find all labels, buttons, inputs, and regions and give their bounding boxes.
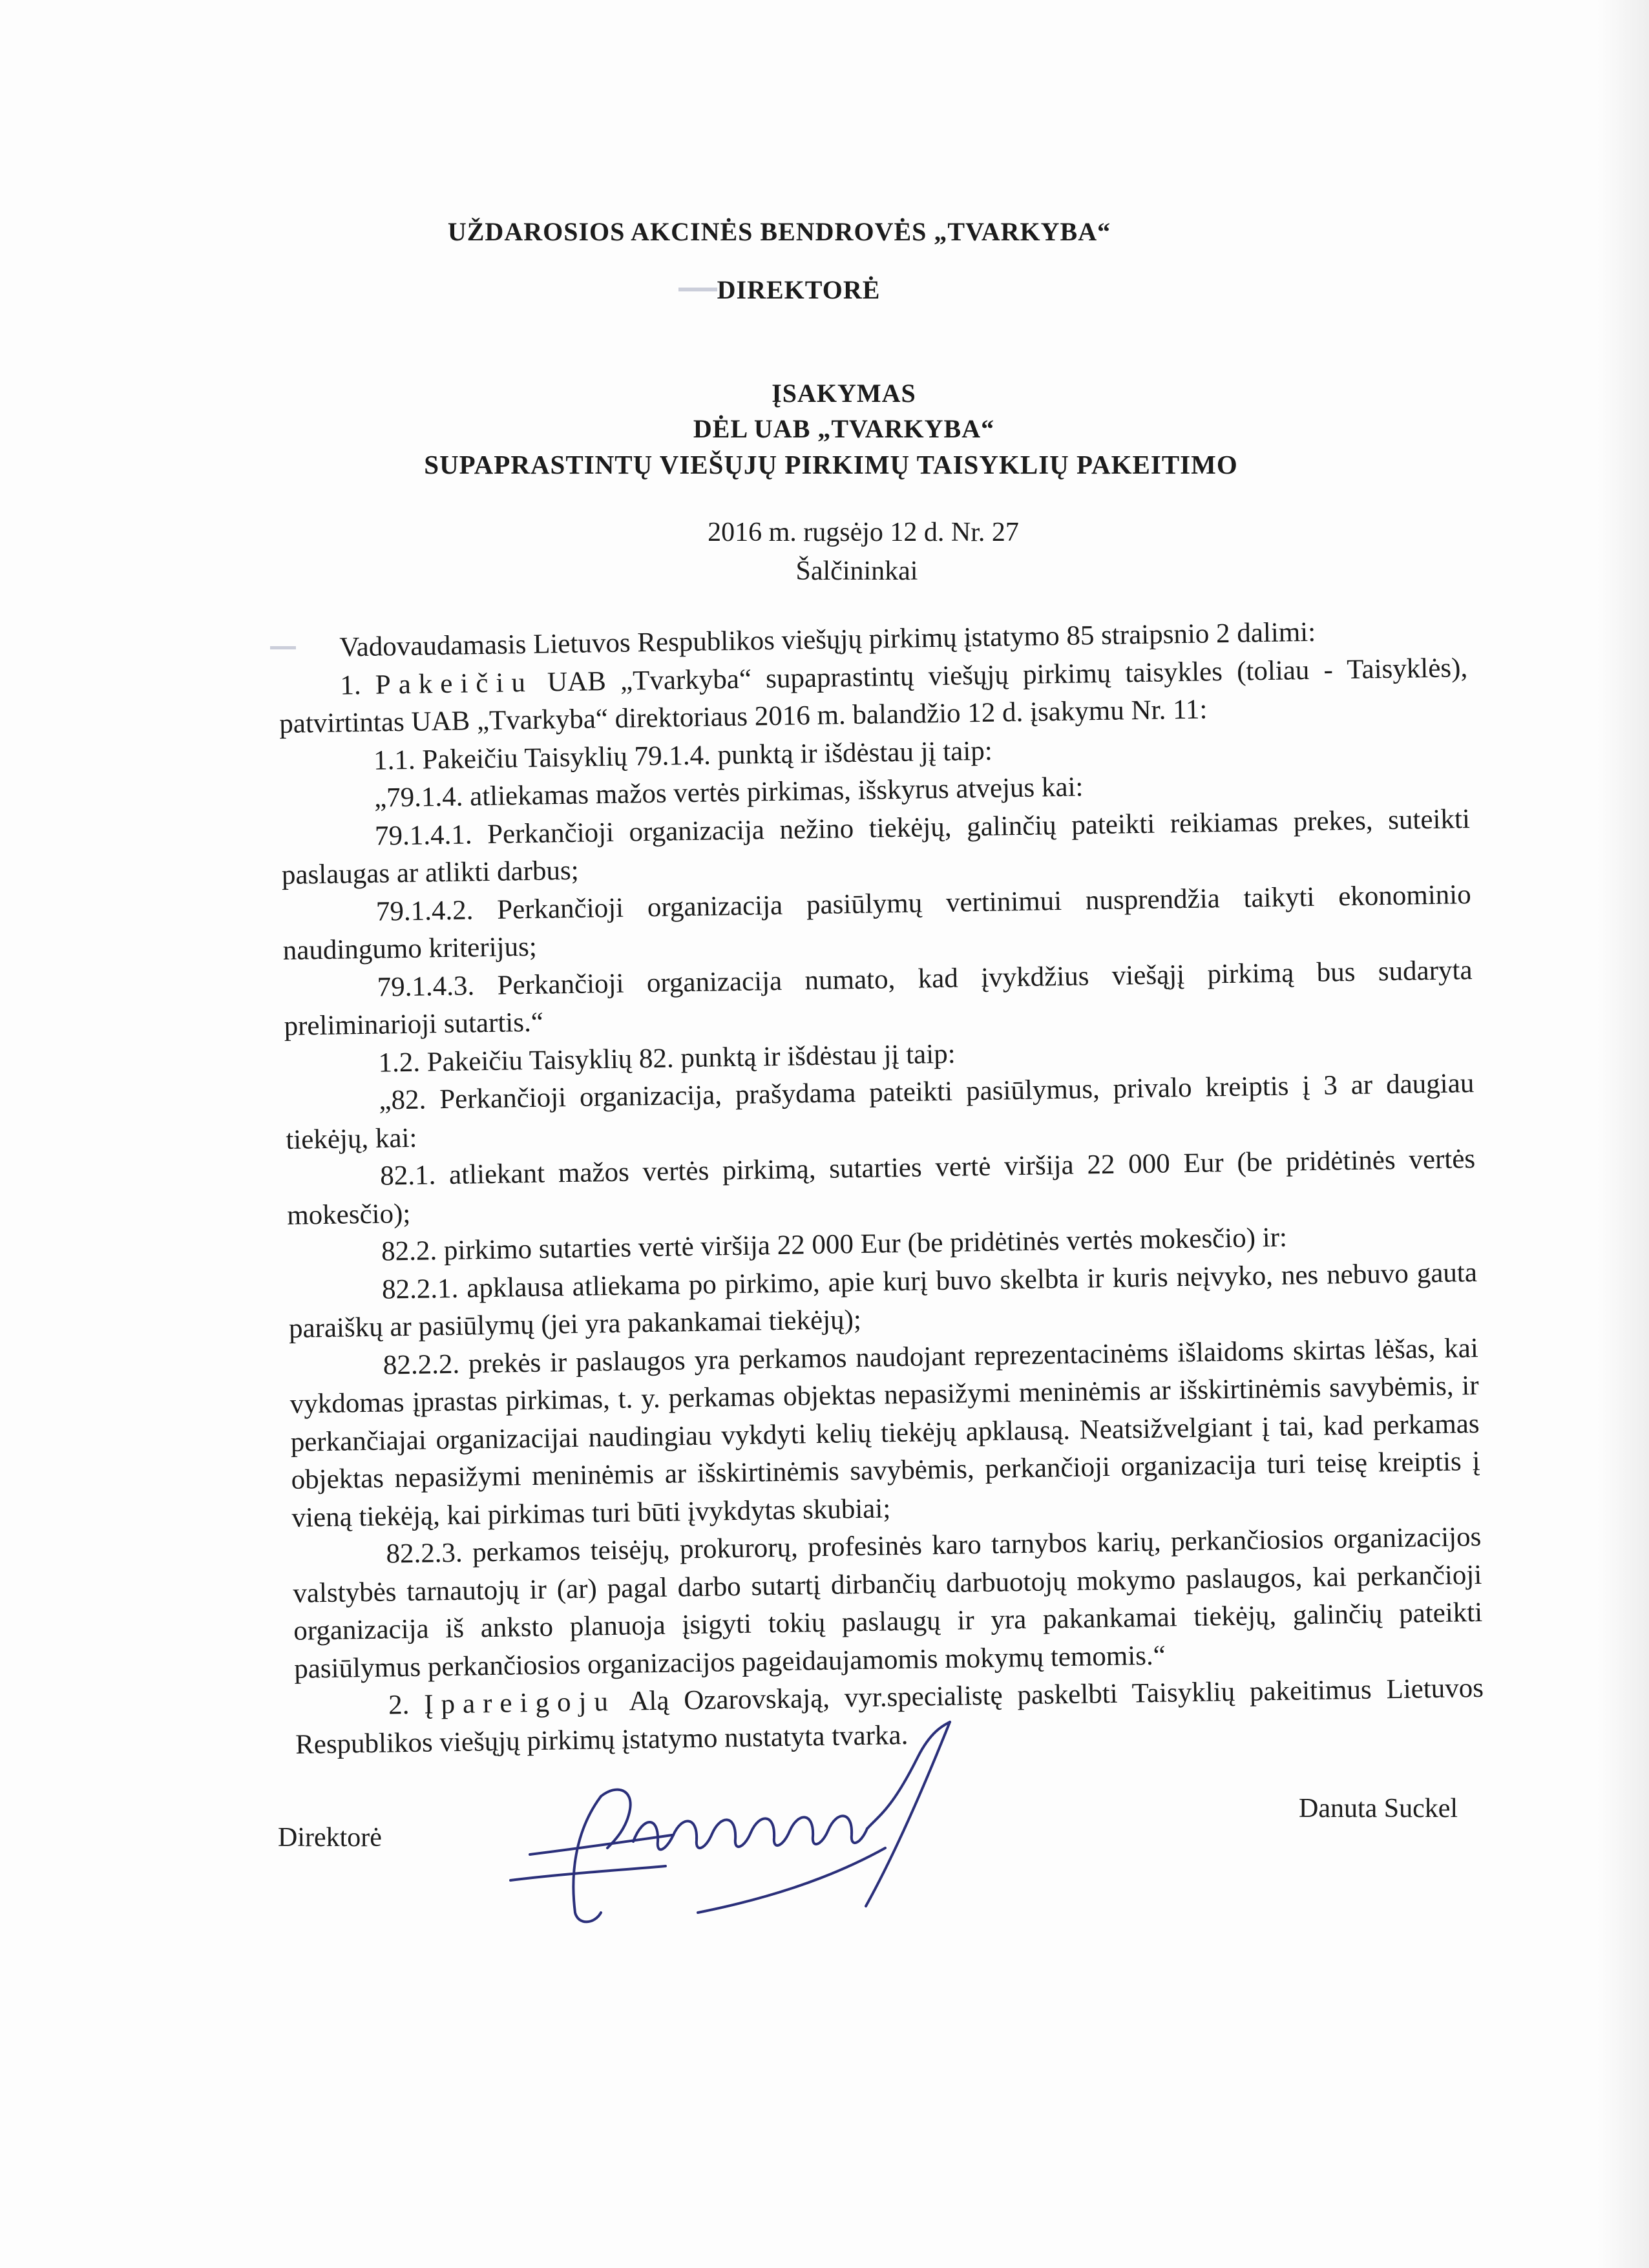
body-paragraph: 1.1. Pakeičiu Taisyklių 79.1.4. punktą ir išdėstau jį taip: — [373, 735, 993, 776]
body-paragraph: 82.2.1. apklausa atliekama po pirkimo, apie kurį buvo skelbta ir kuris neįvyko, nes nebuvo gauta paraiškų ar pasiūlymų (jei yra pakankamai tiekėjų); — [288, 1257, 1478, 1344]
signatory-role: Direktorė — [278, 1823, 382, 1853]
spaced-verb: Pakeičiu — [375, 667, 534, 700]
item-text: UAB „Tvarkyba“ supaprastintų viešųjų pirkimų taisykles (toliau - Taisyklės), patvirtintas UAB „Tvarkyba“ direktoriaus 2016 m. balandžio 12 d. įsakymu Nr. 11: — [278, 652, 1468, 739]
body-paragraph: Vadovaudamasis Lietuvos Respublikos viešųjų pirkimų įstatymo 85 straipsnio 2 dalimi: — [339, 616, 1316, 663]
body-paragraph: 82.1. atliekant mažos vertės pirkimą, sutarties vertė viršija 22 000 Eur (be pridėtinės vertės mokesčio); — [286, 1143, 1476, 1231]
place-line: Šalčininkai — [795, 556, 918, 586]
item-number: 1. — [339, 669, 361, 700]
document-body — [278, 611, 1484, 1764]
signatory-name: Danuta Suckel — [1299, 1794, 1458, 1823]
spaced-verb: Įpareigoju — [423, 1686, 616, 1720]
scan-edge-shadow — [1597, 0, 1649, 2268]
body-paragraph: 79.1.4.1. Perkančioji organizacija nežino tiekėjų, galinčių pateikti reikiamas prekes, suteikti paslaugas ar atlikti darbus; — [281, 803, 1471, 890]
body-paragraph: 82.2.3. perkamos teisėjų, prokurorų, profesinės karo tarnybos karių, perkančiosios organizacijos valstybės tarnautojų ir (ar) pagal darbo sutartį dirbančių darbuotojų mokymo paslaugos, kai perkančioji organizacija iš anksto planuoja įsigyti tokių paslaugų ir yra pakankamai tiekėjų, galinčių pateikti pasiūlymus perkančiosios organizacijos pageidaujamomis mokymų temomis.“ — [293, 1521, 1483, 1685]
item-text: Alą Ozarovskają, vyr.specialistę paskelbti Taisyklių pakeitimus Lietuvos Respublikos viešųjų pirkimų įstatymo nustatyta tvarka. — [295, 1672, 1484, 1760]
body-paragraph: 79.1.4.3. Perkančioji organizacija numato, kad įvykdžius viešąjį pirkimą bus sudaryta preliminarioji sutartis.“ — [284, 954, 1473, 1042]
body-paragraph: 82.2.2. prekės ir paslaugos yra perkamos naudojant reprezentacinėms išlaidoms skirtas lėšas, kai vykdomas įprastas pirkimas, t. y. perkamas objektas nepasižymi meninėmis ar išskirtinėmis savybėmis, ir perkančiajai organizacijai naudingiau vykdyti kelių tiekėjų apklausą. Neatsižvelgiant į tai, kad perkamas objektas nepasižymi meninėmis ar išskirtinėmis savybėmis, perkančioji organizacija turi teisę kreiptis į vieną tiekėją, kai pirkimas turi būti įvykdytas skubiai; — [289, 1332, 1480, 1533]
body-paragraph: „82. Perkančioji organizacija, prašydama pateikti pasiūlymus, privalo kreiptis į 3 ar daugiau tiekėjų, kai: — [286, 1068, 1475, 1155]
date-number-line: 2016 m. rugsėjo 12 d. Nr. 27 — [708, 518, 1019, 547]
body-paragraph: 1.2. Pakeičiu Taisyklių 82. punktą ir išdėstau jį taip: — [378, 1038, 956, 1078]
body-paragraph: 82.2. pirkimo sutarties vertė viršija 22 000 Eur (be pridėtinės vertės mokesčio) ir: — [381, 1222, 1288, 1267]
issuer-heading: DIREKTORĖ — [717, 275, 881, 304]
document-type-heading: ĮSAKYMAS — [772, 379, 916, 408]
company-name-heading: UŽDAROSIOS AKCINĖS BENDROVĖS „TVARKYBA“ — [447, 217, 1111, 246]
handwritten-signature — [504, 1719, 1008, 1932]
document-subject-line2: SUPAPRASTINTŲ VIEŠŲJŲ PIRKIMŲ TAISYKLIŲ PAKEITIMO — [424, 450, 1238, 479]
document-subject-line1: DĖL UAB „TVARKYBA“ — [693, 414, 995, 443]
body-paragraph: „79.1.4. atliekamas mažos vertės pirkimas, išskyrus atvejus kai: — [373, 772, 1084, 814]
item-number: 2. — [388, 1690, 410, 1721]
body-paragraph: 79.1.4.2. Perkančioji organizacija pasiūlymų vertinimui nusprendžia taikyti ekonominio naudingumo kriterijus; — [282, 879, 1472, 966]
